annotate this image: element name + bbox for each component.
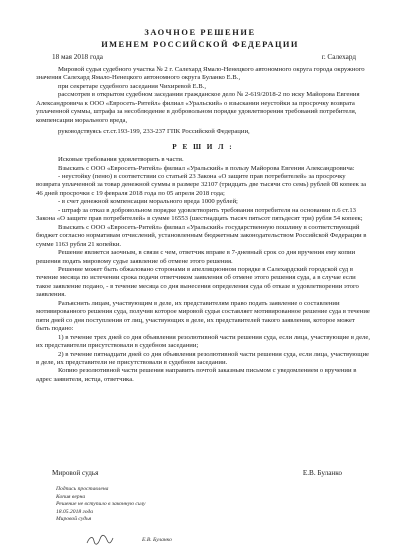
intro-paragraph: Мировой судья судебного участка № 2 г. Салехард Ямало-Ненецкого автономного округа города окружного значения Салехард Ямало-Ненецкого автономного округа Буланко Е.В., (36, 66, 365, 82)
resolution-paragraph: Взыскать с ООО «Евросеть-Ритейл» филиал «Уральский» в пользу Майорова Евгения Александровича: (58, 164, 355, 172)
dateline (52, 53, 356, 64)
stamp-line: Подпись проставлена (56, 486, 109, 492)
decision-city: г. Салехард (321, 53, 356, 61)
document-title: ЗАОЧНОЕ РЕШЕНИЕ (144, 28, 256, 37)
stamp-line: Копия верна (56, 493, 86, 500)
intro-paragraph: при секретаре судебного заседания Чихиревой Е.В., (58, 82, 207, 90)
resolution-paragraph: - неустойку (пеню) в соответствии со статьей 23 Закона «О защите прав потребителей» за просрочку возврата уплаченной за товар денежной суммы в размере 32107 (тридцать две тысячи сто семь) рублей 08 копеек за 46 дней просрочки с 19 февраля 2018 года по 05 апреля 2018 года; (36, 172, 367, 197)
resolution-paragraph: - штраф за отказ в добровольном порядке удовлетворить требования потребителя на основании п.6 ст.13 Закона «О защите прав потребителей» в сумме 16553 (шестнадцать тысяч пятьсот пятьдесят три) рубля 54 копеек; (36, 206, 363, 223)
resolution-paragraph: Разъяснить лицам, участвующим в деле, их представителям право подать заявление о составлении мотивированного решения суда, получив которое мировой судья составляет мотивированное решение суда в течение пяти дней со дня поступления от лиц, участвующих в деле, их представителей такого заявления, которое может быть подано: (36, 299, 370, 333)
resolution-paragraph: Исковые требования удовлетворить в части. (58, 156, 184, 164)
document-header (0, 27, 400, 50)
stamp-judge-name: Е.В. Буланко (142, 537, 172, 543)
resolution-paragraph: - в счет денежной компенсации морального вреда 1000 рублей; (58, 198, 238, 206)
handwritten-signature (86, 534, 114, 546)
resolution-paragraph: Копию резолютивной части решения направить почтой заказным письмом с уведомлением о вручении в адрес заявителя, истца, ответчика. (36, 367, 357, 383)
document-subtitle: ИМЕНЕМ РОССИЙСКОЙ ФЕДЕРАЦИИ (101, 40, 299, 49)
resolution-paragraph: 1) в течение трех дней со дня объявления резолютивной части решения суда, если лица, участвующие в деле, их представители присутствовали в судебном заседании; (36, 333, 371, 350)
certification-stamp (56, 486, 206, 524)
resolution-heading: Р Е Ш И Л : (172, 142, 234, 151)
intro-paragraph: рассмотрев в открытом судебном заседании гражданское дело № 2-619/2018-2 по иску Майорова Евгения Александровича к ООО «Евросеть-Ритейл» филиал «Уральский» о взыскании неустойки за просрочку возврата уплаченной суммы, штрафа за несоблюдение в добровольном порядке удовлетворения требований потребителя, компенсации морального вреда, (36, 91, 360, 124)
stamp-line: Мировой судья (56, 516, 92, 523)
stamp-line: 18.05.2018 года (56, 508, 94, 515)
resolution-paragraph: 2) в течение пятнадцати дней со дня объявления резолютивной части решения суда, если лица, участвующие в деле, их представители не присутствовали в судебном заседании. (36, 350, 369, 366)
judge-title: Мировой судья (52, 469, 99, 477)
resolution-paragraph: Решение является заочным, в связи с чем, ответчик вправе в 7-дневный срок со дня вручения ему копии решения подать мировому судье заявление об отмене этого решения. (36, 249, 356, 265)
stamp-line: Решение не вступило в законную силу (56, 501, 146, 508)
intro-paragraph: руководствуясь ст.ст.193-199, 233-237 ГПК Российской Федерации, (58, 128, 250, 136)
signature-line (52, 469, 342, 480)
document-body (36, 66, 370, 384)
decision-date: 18 мая 2018 года (52, 53, 103, 61)
resolution-paragraph: Взыскать с ООО «Евросеть-Ритейл» филиал «Уральский» государственную пошлину в соответствующий бюджет согласно нормативам отчислений, установленным бюджетным законодательством Российской Федерации в сумме 1163 рубля 21 копейки. (36, 223, 367, 248)
judge-name: Е.В. Буланко (302, 469, 342, 477)
resolution-paragraph: Решение может быть обжаловано сторонами в апелляционном порядке в Салехардский городской суд в течение месяца по истечении срока подачи ответчиком заявления об отмене этого решения суда, а в случае если такое заявление подано, - в течение месяца со дня вынесения определения суда об отказе в удовлетворении этого заявления. (36, 265, 359, 299)
